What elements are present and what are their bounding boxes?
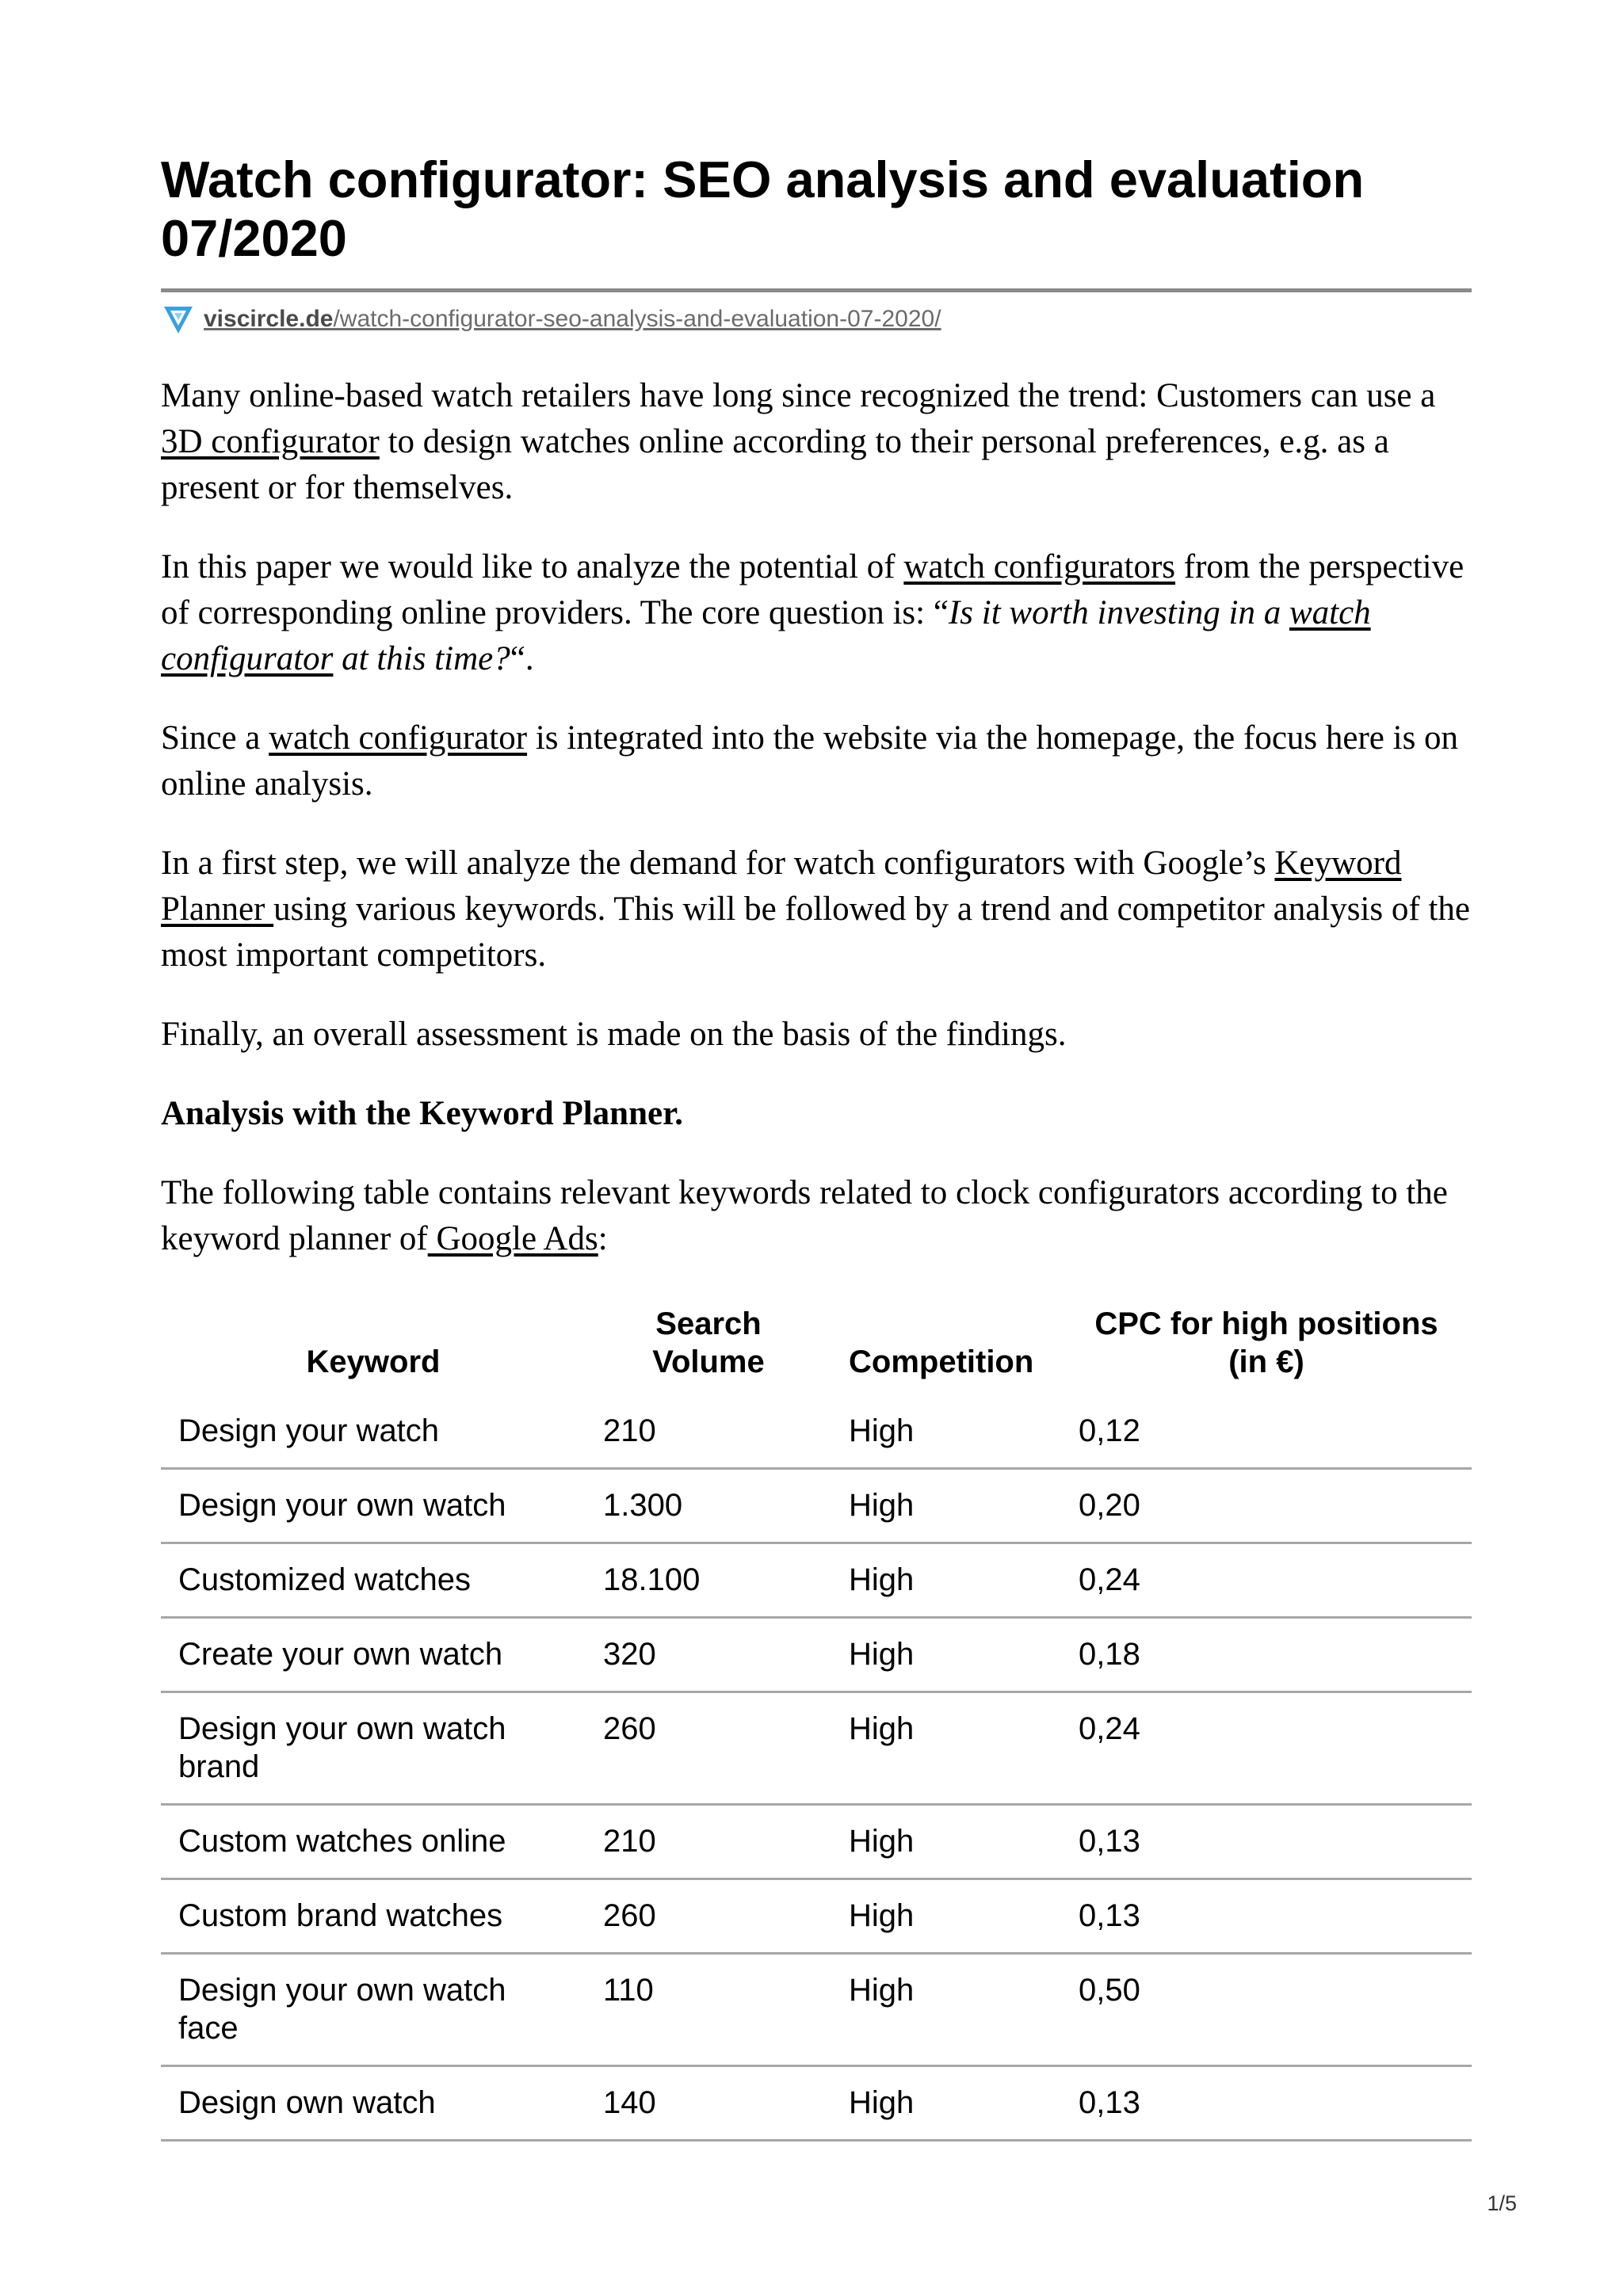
cell-keyword: Design your own watch brand [178,1711,506,1784]
cell-keyword: Design your own watch face [178,1973,506,2046]
section-heading: Analysis with the Keyword Planner. [161,1095,683,1132]
cell-keyword: Design your watch [178,1413,440,1448]
cell-cpc: 0,20 [1079,1488,1140,1523]
header-keyword: Keyword [306,1344,441,1379]
cell-competition: High [849,1824,915,1859]
cell-keyword: Custom brand watches [178,1898,503,1933]
table-row [161,1954,1472,2066]
cell-volume: 18.100 [603,1562,701,1597]
cell-cpc: 0,12 [1079,1413,1140,1448]
paragraph-focus: Since a watch configurator is integrated into the website via the homepage, the focus here is on online analysis. [161,719,1459,803]
table-row [161,1618,1472,1692]
link-watch-configurator-2[interactable]: watch configurator [269,719,528,757]
paragraph-table-intro: The following table contains relevant keywords related to clock configurators according to the keyword planner of Google Ads: [161,1174,1448,1257]
header-competition: Competition [849,1344,1034,1379]
cell-volume: 320 [603,1637,656,1672]
cell-competition: High [849,1562,915,1597]
source-link[interactable]: viscircle.de/watch-configurator-seo-analysis-and-evaluation-07-2020/ [204,306,941,332]
cell-keyword: Design own watch [178,2085,436,2120]
table-row [161,2066,1472,2141]
viscircle-logo-icon [161,302,196,337]
cell-competition: High [849,1637,915,1672]
cell-competition: High [849,1413,915,1448]
cell-competition: High [849,2085,915,2120]
table-row [161,1395,1472,1469]
source-url [161,302,1472,337]
cell-cpc: 0,24 [1079,1711,1140,1746]
link-google-ads[interactable]: Google Ads [427,1220,598,1257]
cell-volume: 1.300 [603,1488,683,1523]
paragraph-first-step: In a first step, we will analyze the demand for watch configurators with Google’s Keyword Planner using various keywords. This will be followed by a trend and competitor analysis of the most important competitors. [161,845,1471,974]
paragraph-core-question: In this paper we would like to analyze the potential of watch configurators from the perspective of corresponding online providers. The core question is: “Is it worth investing in a watch configurator at this time?“. [161,548,1465,677]
cell-cpc: 0,50 [1079,1973,1140,2008]
cell-keyword: Custom watches online [178,1824,506,1859]
cell-keyword: Customized watches [178,1562,472,1597]
cell-keyword: Design your own watch [178,1488,506,1523]
link-keyword-planner[interactable]: Keyword Planner [161,845,1402,928]
table-header-row [161,1305,1472,1395]
table-row [161,1692,1472,1805]
cell-cpc: 0,24 [1079,1562,1140,1597]
cell-competition: High [849,1488,915,1523]
cell-cpc: 0,13 [1079,1824,1140,1859]
cell-volume: 210 [603,1413,656,1448]
cell-volume: 110 [603,1973,654,2008]
link-watch-configurator[interactable]: watch configurator [161,594,1371,677]
table-row [161,1879,1472,1954]
paragraph-assessment: Finally, an overall assessment is made on the basis of the findings. [161,1016,1067,1053]
page-title: Watch configurator: SEO analysis and evaluation 07/2020 [161,151,1365,267]
cell-cpc: 0,18 [1079,1637,1140,1672]
keyword-table [161,1305,1472,2142]
header-cpc: CPC for high positions (in €) [1094,1306,1438,1379]
cell-cpc: 0,13 [1079,1898,1140,1933]
table-row [161,1805,1472,1879]
cell-competition: High [849,1898,915,1933]
link-watch-configurators[interactable]: watch configurators [903,548,1176,585]
table-row [161,1469,1472,1543]
cell-volume: 140 [603,2085,656,2120]
table-row [161,1543,1472,1618]
cell-competition: High [849,1711,915,1746]
title-divider [161,288,1472,292]
header-search-volume: Search Volume [652,1306,765,1379]
cell-cpc: 0,13 [1079,2085,1140,2120]
article [161,151,1472,2142]
page-number: 1/5 [1487,2191,1517,2215]
cell-keyword: Create your own watch [178,1637,503,1672]
cell-volume: 260 [603,1711,656,1746]
cell-volume: 260 [603,1898,656,1933]
link-3d-configurator[interactable]: 3D configurator [161,423,380,460]
cell-competition: High [849,1973,915,2008]
cell-volume: 210 [603,1824,656,1859]
paragraph-intro: Many online-based watch retailers have long since recognized the trend: Customers can use a 3D configurator to design watches online according to their personal preferences, e.g. as a present or for themselves. [161,377,1436,506]
